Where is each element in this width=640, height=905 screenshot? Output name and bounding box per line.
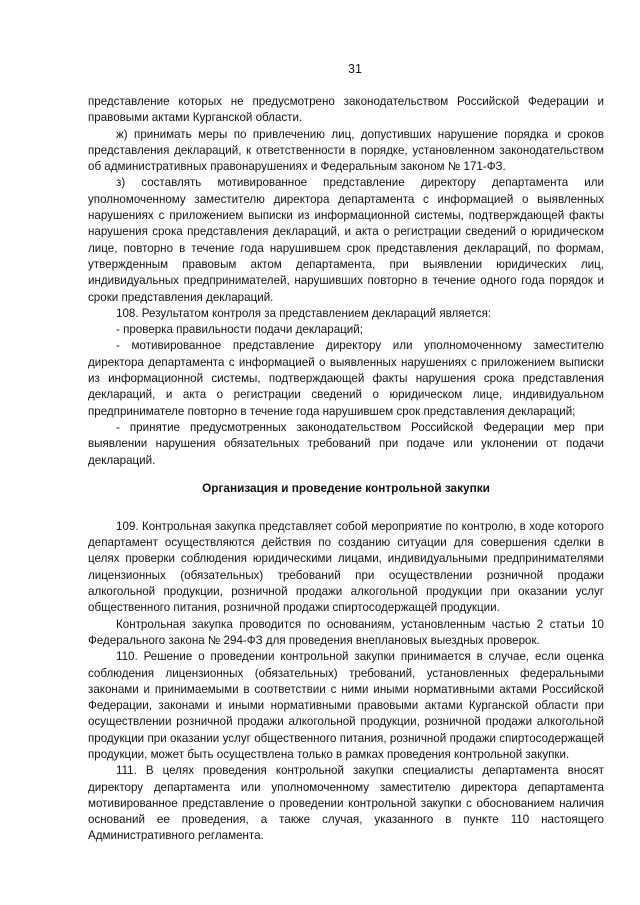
paragraph-108: 108. Результатом контроля за представлением деклараций является: (116, 306, 492, 320)
paragraph-109: 109. Контрольная закупка представляет собой мероприятие по контролю, в ходе которого департамент осуществляются действия по созданию ситуации для совершения сделки в целях проверки соблюдения юридическими лицами, индивидуальными предпринимателями лицензионных (обязательных) требований при осуществлении розничной продажи алкогольной продукции, розничной продажи алкогольной продукции при оказании услуг общественного питания, розничной продажи спиртосодержащей продукции. (88, 519, 604, 615)
paragraph-continuation: представление которых не предусмотрено законодательством Российской Федерации и правовыми актами Курганской области. (88, 95, 604, 125)
paragraph-item-zh: ж) принимать меры по привлечению лиц, допустивших нарушение порядка и сроков представления деклараций, к ответственности в порядке, установленном законодательством об административных правонарушениях и Федеральным законом № 171-ФЗ. (88, 127, 604, 174)
list-item-check: - проверка правильности подачи деклараций; (116, 323, 363, 337)
list-item-submission: - мотивированное представление директору или уполномоченному заместителю директора департамента с информацией о выявленных нарушениях с приложением выписки из информационной системы, подтверждающей факты нарушения срока представления деклараций, и акта о регистрации сведений о юридическом лице, индивидуальном предпринимателе повторно в течение года нарушившем срок представления деклараций; (88, 339, 604, 418)
document-body (88, 94, 604, 845)
paragraph-item-z: з) составлять мотивированное представление директору департамента или уполномоченному заместителю директора департамента с информацией о выявленных нарушениях с приложением выписки из информационной системы, подтверждающей факты нарушения срока представления деклараций, и акта о регистрации сведений о юридическом лице, повторно в течение года нарушившем срок представления деклараций, по формам, утвержденным правовым актом департамента, при выявлении юридических лиц, индивидуальных предпринимателей, нарушивших повторно в течение одного года порядок и сроки представления деклараций. (88, 176, 604, 304)
section-heading: Организация и проведение контрольной закупки (202, 480, 490, 495)
paragraph-110: 110. Решение о проведении контрольной закупки принимается в случае, если оценка соблюдения лицензионных (обязательных) требований, установленных федеральными законами и принимаемыми в соответствии с ними иными нормативными актами Российской Федерации, законами и иными нормативными правовыми актами Курганской области при осуществлении розничной продажи алкогольной продукции, розничной продажи алкогольной продукции при оказании услуг общественного питания, розничной продажи спиртосодержащей продукции, может быть осуществлена только в рамках проведения контрольной закупки. (88, 650, 604, 761)
paragraph-111: 111. В целях проведения контрольной закупки специалисты департамента вносят директору департамента или уполномоченному заместителю директора департамента мотивированное представление о проведении контрольной закупки с обоснованием наличия оснований ее проведения, а также случая, указанного в пункте 110 настоящего Административного регламента. (88, 764, 604, 843)
page-number: 31 (348, 62, 362, 76)
list-item-measures: - принятие предусмотренных законодательством Российской Федерации мер при выявлении нарушения обязательных требований при подаче или уклонении от подачи деклараций. (88, 420, 604, 467)
paragraph-grounds: Контрольная закупка проводится по основаниям, установленным частью 2 статьи 10 Федерального закона № 294-ФЗ для проведения внеплановых выездных проверок. (88, 617, 604, 647)
